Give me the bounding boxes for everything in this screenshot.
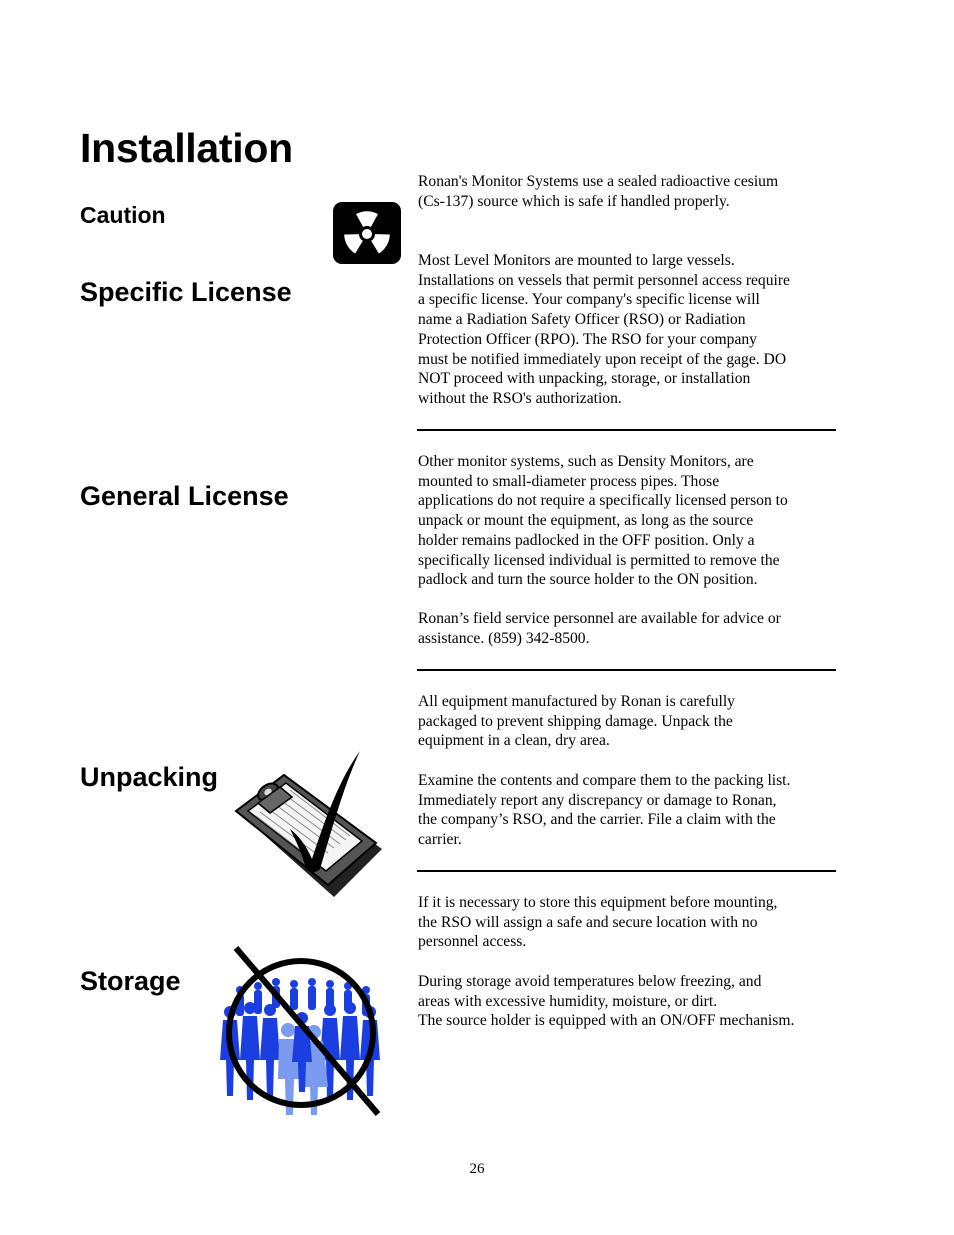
unpacking-text: All equipment manufactured by Ronan is carefully packaged to prevent shipping damage. Unpack the equipment in a clean, dry area. <box>418 693 735 750</box>
storage-location-text: If it is necessary to store this equipment before mounting, the RSO will assign a safe and secure location with no personnel access. <box>418 894 778 951</box>
clipboard-checkmark-icon <box>228 745 384 901</box>
general-license-text: Other monitor systems, such as Density Monitors, are mounted to small-diameter process pipes. Those applications do not require a specifically licensed person to unpack or mount the equipment, as long as the source holder remains padlocked in the OFF position. Only a specifically licensed individual is permitted to remove the padlock and turn the source holder to the ON position. <box>418 453 788 589</box>
unpacking-heading: Unpacking <box>80 762 219 792</box>
specific-license-text: Most Level Monitors are mounted to large vessels. Installations on vessels that permit personnel access require a specific license. Your company's specific license will name a Radiation Safety Officer (RSO) or Radiation Protection Officer (RPO). The RSO for your company must be notified immediately upon receipt of the gage. DO NOT proceed with unpacking, storage, or installation without the RSO's authorization. <box>418 252 790 407</box>
specific-license-heading: Specific License <box>80 277 292 307</box>
general-license-heading: General License <box>80 481 289 511</box>
section-divider <box>417 669 836 671</box>
caution-text: Ronan's Monitor Systems use a sealed radioactive cesium (Cs-137) source which is safe if handled properly. <box>418 173 779 210</box>
field-service-text: Ronan’s field service personnel are available for advice or assistance. (859) 342-8500. <box>418 610 781 647</box>
packing-list-text: Examine the contents and compare them to the packing list. Immediately report any discrepancy or damage to Ronan, the company’s RSO, and the carrier. File a claim with the carrier. <box>418 772 791 849</box>
storage-conditions-text: During storage avoid temperatures below freezing, and areas with excessive humidity, moisture, or dirt. The source holder is equipped with an ON/OFF mechanism. <box>418 973 795 1030</box>
page-title: Installation <box>80 125 293 171</box>
caution-heading: Caution <box>80 202 166 228</box>
no-personnel-icon <box>218 938 384 1118</box>
page-number: 26 <box>469 1161 485 1177</box>
section-divider <box>417 429 836 431</box>
storage-heading: Storage <box>80 966 181 996</box>
radiation-icon <box>332 201 402 265</box>
section-divider <box>417 870 836 872</box>
